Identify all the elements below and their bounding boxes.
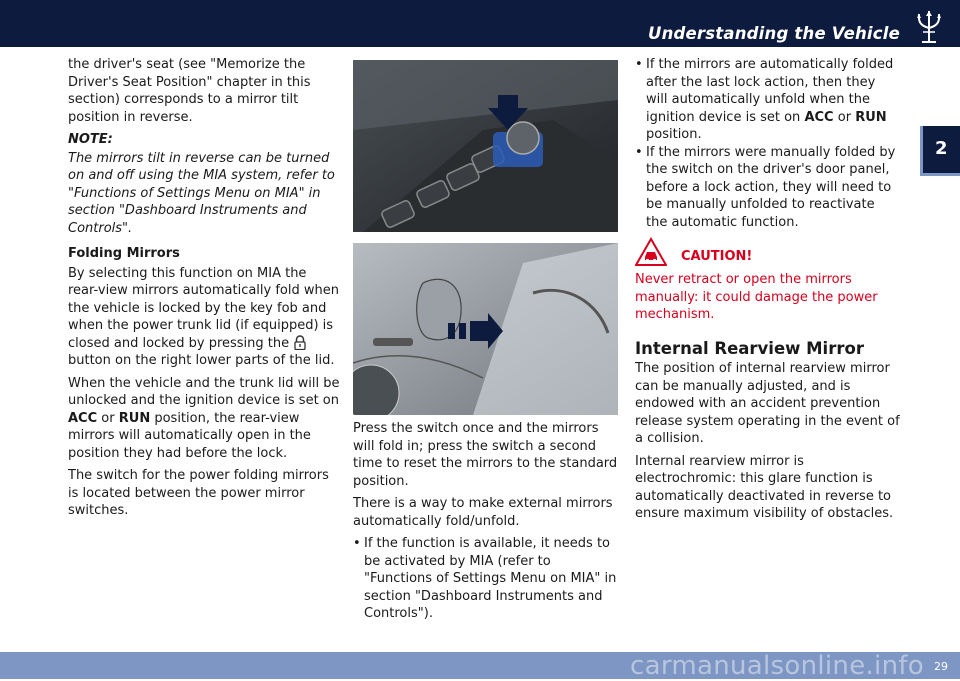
text-run: position, the rear-view mirrors will automatically open in the position they had before the lock. [68, 410, 311, 461]
column-left [68, 56, 340, 525]
mirror-switch-photo [353, 60, 618, 232]
side-mirror-illustration [353, 243, 618, 415]
bullet-text: If the function is available, it needs to be activated by MIA (refer to "Functions of Settings Menu on MIA" in section "Dashboard Instruments and Controls"). [364, 536, 617, 621]
bullet-item: • If the function is available, it needs to be activated by MIA (refer to "Functions of Settings Menu on MIA" in section "Dashboard Instruments and Controls"). [353, 536, 617, 621]
bullet-text: If the mirrors were manually folded by the switch on the driver's door panel, before a lock action, they will need to be manually unfolded to reactivate the automatic function. [646, 144, 896, 230]
folding-mirrors-heading: Folding Mirrors [68, 246, 180, 261]
caution-title: CAUTION! [681, 249, 753, 264]
page-number: 29 [934, 660, 948, 673]
acc-label: ACC [68, 410, 98, 426]
paragraph: The switch for the power folding mirrors is located between the power mirror switches. [68, 468, 329, 518]
chapter-number: 2 [935, 138, 948, 159]
note-text: The mirrors tilt in reverse can be turned on and off using the MIA system, refer to "Functions of Settings Menu on MIA" in section "Dashboard Instruments and Controls". [68, 150, 335, 236]
paragraph [68, 265, 340, 370]
column-middle [353, 420, 618, 623]
text-run: By selecting this function on MIA the rear-view mirrors automatically fold when the vehicle is locked by the key fob and when the power trunk lid (if equipped) is closed and locked by pressing the [68, 265, 339, 351]
header-title: Understanding the Vehicle [647, 24, 900, 43]
run-label: RUN [118, 410, 151, 426]
column-right [635, 56, 900, 528]
door-panel-illustration [353, 60, 618, 232]
folding-mirror-photo [353, 243, 618, 415]
chapter-tab[interactable] [920, 126, 960, 176]
bullet-item: • If the mirrors were manually folded by the switch on the driver's door panel, before a lock action, they will need to be manually unfolded to reactivate the automatic function. [635, 144, 900, 232]
text-run: When the vehicle and the trunk lid will be unlocked and the ignition device is set on [68, 375, 340, 408]
paragraph: the driver's seat (see "Memorize the Driver's Seat Position" chapter in this section) corresponds to a mirror tilt position in reverse. [68, 57, 311, 125]
text-run: or [101, 410, 115, 426]
run-label: RUN [855, 109, 887, 125]
internal-mirror-heading: Internal Rearview Mirror [635, 338, 864, 358]
text-run: If the mirrors are automatically folded after the last lock action, then they will automatically unfold when the ignition device is set on [646, 57, 894, 125]
bullet-item: • If the mirrors are automatically folded after the last lock action, then they will automatically unfold when the ignition device is set on ACC or RUN position. [635, 56, 900, 144]
lock-icon [293, 335, 307, 350]
text-run: or [837, 109, 852, 125]
maserati-trident-icon [912, 8, 946, 44]
page-header [0, 0, 960, 47]
paragraph: There is a way to make external mirrors automatically fold/unfold. [353, 496, 613, 529]
paragraph: Press the switch once and the mirrors will fold in; press the switch a second time to reset the mirrors to the standard position. [353, 421, 618, 489]
caution-warning-icon [635, 237, 667, 267]
paragraph: The position of internal rearview mirror can be manually adjusted, and is endowed with an accident prevention release system operating in the event of a collision. [635, 361, 900, 446]
paragraph: Internal rearview mirror is electrochromic: this glare function is automatically deactivated in reverse to ensure maximum visibility of obstacles. [635, 453, 894, 521]
caution-text: Never retract or open the mirrors manually: it could damage the power mechanism. [635, 272, 878, 322]
paragraph [68, 375, 340, 463]
text-run: position. [646, 127, 702, 142]
text-run: button on the right lower parts of the lid. [68, 353, 335, 368]
watermark: carmanualsonline.info [630, 651, 925, 681]
note-label: NOTE: [68, 132, 113, 147]
caution-header [635, 245, 900, 269]
bullet-text [646, 56, 900, 144]
acc-label: ACC [804, 109, 834, 125]
